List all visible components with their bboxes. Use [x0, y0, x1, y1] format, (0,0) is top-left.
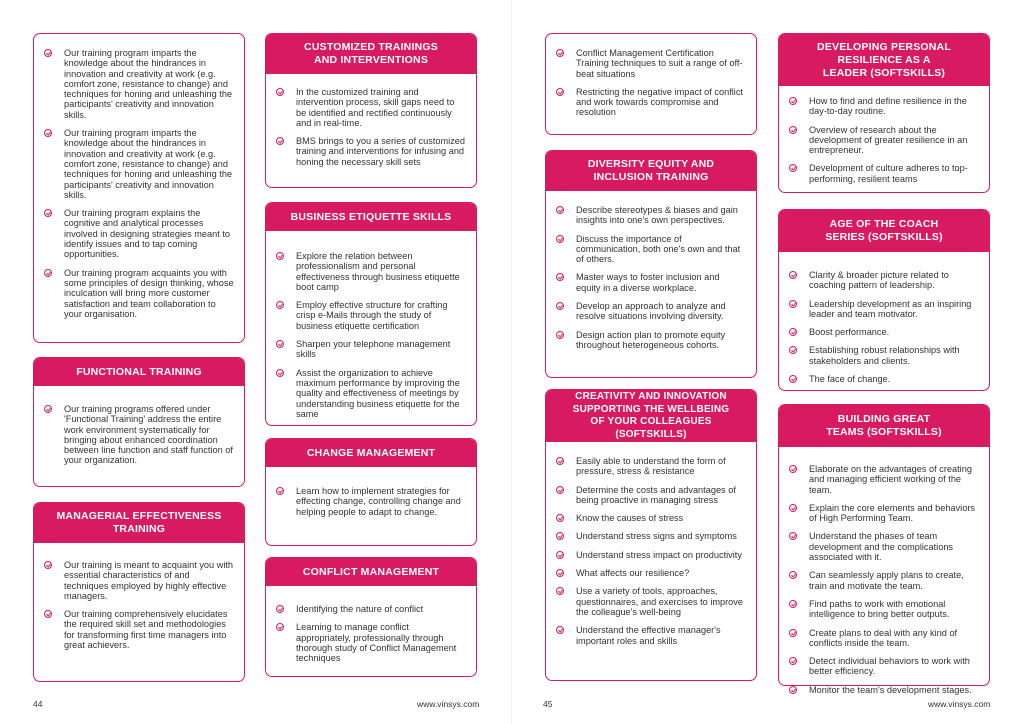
list-item: Restricting the negative impact of conflict and work towards compromise and resolution: [576, 87, 746, 118]
card-diversity-equity: [545, 150, 757, 378]
list-item: Design action plan to promote equity throughout heterogeneous cohorts.: [576, 330, 746, 351]
list-item: Use a variety of tools, approaches, questionnaires, and exercises to improve the colleague's well-being: [576, 586, 746, 617]
list-item: Our training programs offered under 'Functional Training' address the entire work environment systematically for bringing about enhanced coordination between line function and staff function of your organization.: [64, 404, 233, 466]
card-building-great-teams: [778, 404, 990, 695]
list-item: Understand stress impact on productivity: [576, 550, 746, 560]
page-divider: [511, 0, 512, 724]
list-item: Employ effective structure for crafting crisp e-Mails through the study of business etiquette certification: [296, 300, 466, 331]
list-item: Elaborate on the advantages of creating and managing efficient working of the team.: [809, 464, 979, 495]
card-intro: [33, 33, 245, 343]
list-item: Develop an approach to analyze and resolve situations involving diversity.: [576, 301, 746, 322]
list-item: What affects our resilience?: [576, 568, 746, 578]
website-link-left[interactable]: www.vinsys.com: [417, 699, 480, 709]
page-number-right: 45: [543, 699, 553, 709]
bullet-list: [266, 604, 476, 663]
list-item: Know the causes of stress: [576, 513, 746, 523]
list-item: Our training program imparts the knowledge about the hindrances in innovation and creativity at work (e.g. comfort zone, resistance to change) and techniques for honing and unleashing the participants' creativity and innovation skills.: [64, 48, 233, 120]
card-change-management: [265, 438, 477, 546]
card-title: DIVERSITY EQUITY AND INCLUSION TRAINING: [546, 151, 756, 191]
bullet-list: [34, 404, 244, 466]
card-title: DEVELOPING PERSONAL RESILIENCE AS A LEADER (SOFTSKILLS): [779, 34, 989, 86]
list-item: Master ways to foster inclusion and equity in a diverse workplace.: [576, 272, 746, 293]
card-title: CHANGE MANAGEMENT: [266, 439, 476, 467]
list-item: Leadership development as an inspiring leader and team motivator.: [809, 299, 979, 320]
list-item: Overview of research about the development of greater resilience in an entrepreneur.: [809, 125, 979, 156]
bullet-list: [779, 464, 989, 695]
bullet-list: [546, 205, 756, 350]
card-title: BUILDING GREAT TEAMS (SOFTSKILLS): [779, 405, 989, 447]
bullet-list: [779, 270, 989, 384]
card-title: CUSTOMIZED TRAININGS AND INTERVENTIONS: [266, 34, 476, 74]
list-item: Conflict Management Certification Training techniques to suit a range of off-beat situations: [576, 48, 746, 79]
bullet-list: [266, 486, 476, 517]
card-title: MANAGERIAL EFFECTIVENESS TRAINING: [34, 503, 244, 543]
list-item: Easily able to understand the form of pressure, stress & resistance: [576, 456, 746, 477]
list-item: Assist the organization to achieve maximum performance by improving the quality and effectiveness of meetings by understanding business etiquette for the same: [296, 368, 466, 419]
list-item: Explain the core elements and behaviors of High Performing Team.: [809, 503, 979, 524]
bullet-list: [546, 456, 756, 646]
list-item: Determine the costs and advantages of being proactive in managing stress: [576, 485, 746, 506]
list-item: Sharpen your telephone management skills: [296, 339, 466, 360]
bullet-list: [34, 560, 244, 650]
list-item: Understand the effective manager's important roles and skills: [576, 625, 746, 646]
list-item: Our training program explains the cognitive and analytical processes involved in designing strategies meant to identify issues and to tap coming opportunities.: [64, 208, 234, 259]
list-item: BMS brings to you a series of customized training and interventions for infusing and honing the necessary skill sets: [296, 136, 466, 167]
card-personal-resilience: [778, 33, 990, 193]
list-item: Our training program acquaints you with some principles of design thinking, whose inculcation will bring more customer satisfaction and team collaboration to your organisation.: [64, 267, 234, 319]
card-functional-training: [33, 357, 245, 487]
page-number-left: 44: [33, 699, 43, 709]
list-item: Discuss the importance of communication, both one's own and that of others.: [576, 234, 746, 265]
list-item: Learning to manage conflict appropriately, professionally through thorough study of Conflict Management techniques: [296, 622, 466, 663]
list-item: Understand stress signs and symptoms: [576, 531, 746, 541]
bullet-list: [266, 87, 476, 167]
list-item: Detect individual behaviors to work with better efficiency.: [809, 656, 979, 677]
card-conflict-management-continued: [545, 33, 757, 135]
bullet-list: [34, 48, 244, 319]
list-item: Identifying the nature of conflict: [296, 604, 466, 614]
card-title: CREATIVITY AND INNOVATION SUPPORTING THE WELLBEING OF YOUR COLLEAGUES (SOFTSKILLS): [546, 390, 756, 442]
bullet-list: [266, 251, 476, 419]
list-item: Find paths to work with emotional intelligence to bring better outputs.: [809, 599, 979, 620]
card-age-of-coach: [778, 209, 990, 391]
bullet-list: [779, 96, 989, 184]
card-business-etiquette: [265, 202, 477, 426]
list-item: Explore the relation between professionalism and personal effectiveness through business etiquette boot camp: [296, 251, 466, 292]
card-creativity-innovation: [545, 389, 757, 681]
bullet-list: [546, 48, 756, 118]
list-item: Create plans to deal with any kind of conflicts inside the team.: [809, 628, 979, 649]
card-conflict-management: [265, 557, 477, 677]
list-item: Establishing robust relationships with stakeholders and clients.: [809, 345, 979, 366]
card-title: BUSINESS ETIQUETTE SKILLS: [266, 203, 476, 231]
list-item: Can seamlessly apply plans to create, train and motivate the team.: [809, 570, 979, 591]
list-item: How to find and define resilience in the day-to-day routine.: [809, 96, 979, 117]
list-item: Clarity & broader picture related to coaching pattern of leadership.: [809, 270, 979, 291]
list-item: In the customized training and intervention process, skill gaps need to be identified and rectified continuously and in real-time.: [296, 87, 466, 128]
list-item: The face of change.: [809, 374, 979, 384]
list-item: Monitor the team's development stages.: [809, 685, 979, 695]
card-title: CONFLICT MANAGEMENT: [266, 558, 476, 586]
list-item: Development of culture adheres to top-performing, resilient teams: [809, 163, 979, 184]
list-item: Our training is meant to acquaint you with essential characteristics of and techniques employed by highly effective managers.: [64, 560, 234, 601]
card-customized-trainings: [265, 33, 477, 188]
card-managerial-effectiveness: [33, 502, 245, 682]
list-item: Understand the phases of team development and the complications associated with it.: [809, 531, 979, 562]
list-item: Our training program imparts the knowledge about the hindrances in innovation and creativity at work (e.g. comfort zone, resistance to change) and techniques for honing and unleashing the participants' creativity and innovation skills.: [64, 128, 233, 200]
list-item: Learn how to implement strategies for effecting change, controlling change and helping people to adapt to change.: [296, 486, 466, 517]
list-item: Boost performance.: [809, 327, 979, 337]
list-item: Our training comprehensively elucidates the required skill set and methodologies for transforming first time managers into great achievers.: [64, 609, 234, 650]
website-link-right[interactable]: www.vinsys.com: [928, 699, 991, 709]
list-item: Describe stereotypes & biases and gain insights into one's own perspectives.: [576, 205, 746, 226]
card-title: AGE OF THE COACH SERIES (SOFTSKILLS): [779, 210, 989, 252]
card-title: FUNCTIONAL TRAINING: [34, 358, 244, 386]
